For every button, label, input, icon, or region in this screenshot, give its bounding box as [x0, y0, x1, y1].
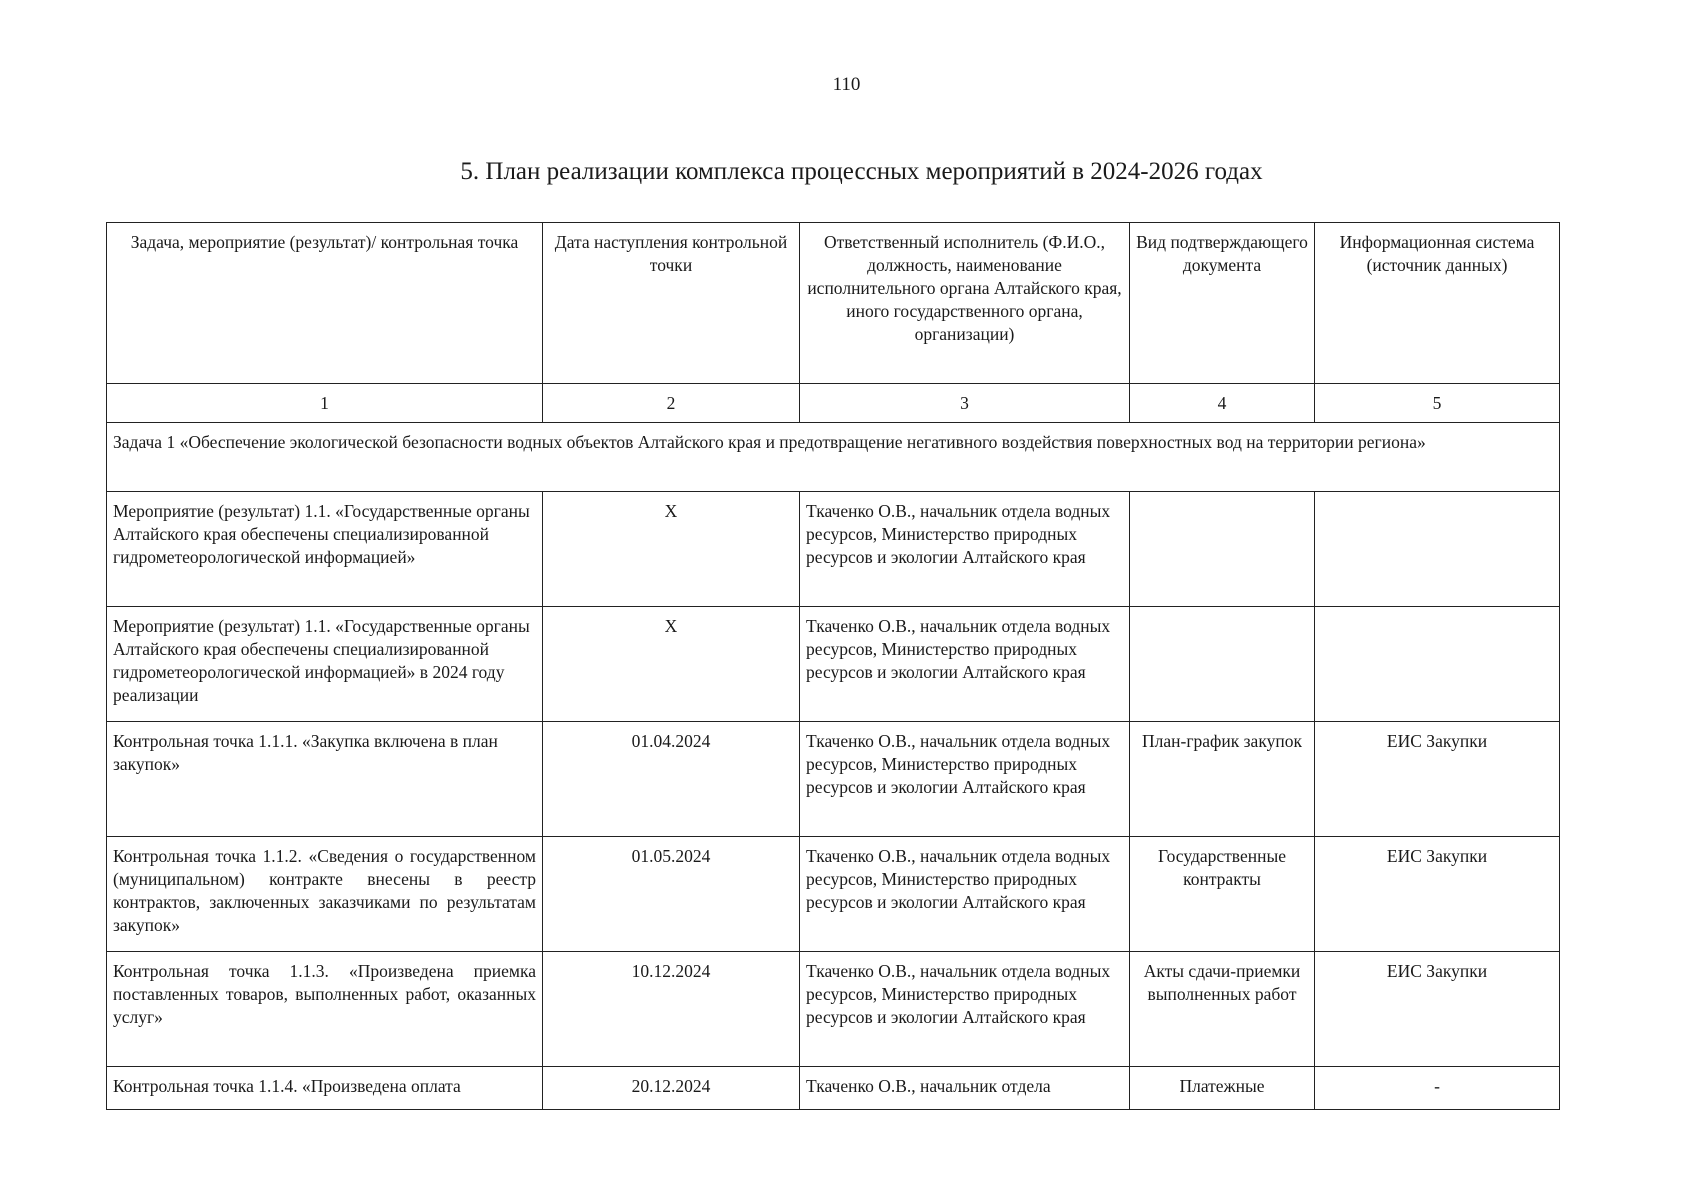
- header-document: Вид подтверждающего документа: [1130, 223, 1315, 384]
- row-date: 01.05.2024: [543, 837, 800, 952]
- column-number-row: [107, 384, 1560, 423]
- row-document: [1130, 492, 1315, 607]
- row-document: Акты сдачи-приемки выполненных работ: [1130, 952, 1315, 1067]
- row-name: Контрольная точка 1.1.2. «Сведения о государственном (муниципальном) контракте внесены в реестр контрактов, заключенных заказчиками по результатам закупок»: [107, 837, 543, 952]
- row-responsible: Ткаченко О.В., начальник отдела водных ресурсов, Министерство природных ресурсов и экологии Алтайского края: [800, 492, 1130, 607]
- row-responsible: Ткаченко О.В., начальник отдела водных ресурсов, Министерство природных ресурсов и экологии Алтайского края: [800, 952, 1130, 1067]
- header-system: Информационная система (источник данных): [1315, 223, 1560, 384]
- row-responsible: Ткаченко О.В., начальник отдела водных ресурсов, Министерство природных ресурсов и экологии Алтайского края: [800, 607, 1130, 722]
- row-name: Контрольная точка 1.1.1. «Закупка включена в план закупок»: [107, 722, 543, 837]
- row-system: ЕИС Закупки: [1315, 837, 1560, 952]
- row-system: ЕИС Закупки: [1315, 952, 1560, 1067]
- row-system: [1315, 607, 1560, 722]
- row-date: Х: [543, 607, 800, 722]
- header-responsible: Ответственный исполнитель (Ф.И.О., должность, наименование исполнительного органа Алтайского края, иного государственного органа, организации): [800, 223, 1130, 384]
- row-date: Х: [543, 492, 800, 607]
- column-number: 2: [543, 384, 800, 423]
- document-title: 5. План реализации комплекса процессных мероприятий в 2024-2026 годах: [460, 158, 1263, 185]
- row-document: Платежные: [1130, 1067, 1315, 1110]
- row-date: 20.12.2024: [543, 1067, 800, 1110]
- row-responsible: Ткаченко О.В., начальник отдела: [800, 1067, 1130, 1110]
- row-date: 01.04.2024: [543, 722, 800, 837]
- row-document: План-график закупок: [1130, 722, 1315, 837]
- row-name: Контрольная точка 1.1.3. «Произведена приемка поставленных товаров, выполненных работ, оказанных услуг»: [107, 952, 543, 1067]
- table-row: [107, 837, 1560, 952]
- row-system: [1315, 492, 1560, 607]
- row-name: Мероприятие (результат) 1.1. «Государственные органы Алтайского края обеспечены специализированной гидрометеорологической информацией» в 2024 году реализации: [107, 607, 543, 722]
- row-document: [1130, 607, 1315, 722]
- row-name: Контрольная точка 1.1.4. «Произведена оплата: [107, 1067, 543, 1110]
- row-document: Государственные контракты: [1130, 837, 1315, 952]
- table-row: [107, 952, 1560, 1067]
- task-row: [107, 423, 1560, 492]
- table-row: [107, 722, 1560, 837]
- plan-table: [106, 222, 1560, 1110]
- header-row: [107, 223, 1560, 384]
- column-number: 4: [1130, 384, 1315, 423]
- column-number: 5: [1315, 384, 1560, 423]
- column-number: 1: [107, 384, 543, 423]
- header-date: Дата наступления контрольной точки: [543, 223, 800, 384]
- row-system: -: [1315, 1067, 1560, 1110]
- page-number: 110: [832, 74, 861, 95]
- task-description: Задача 1 «Обеспечение экологической безопасности водных объектов Алтайского края и предотвращение негативного воздействия поверхностных вод на территории региона»: [107, 423, 1560, 492]
- row-responsible: Ткаченко О.В., начальник отдела водных ресурсов, Министерство природных ресурсов и экологии Алтайского края: [800, 722, 1130, 837]
- table-row: [107, 492, 1560, 607]
- column-number: 3: [800, 384, 1130, 423]
- table-row: [107, 607, 1560, 722]
- table-row: [107, 1067, 1560, 1110]
- row-system: ЕИС Закупки: [1315, 722, 1560, 837]
- header-task: Задача, мероприятие (результат)/ контрольная точка: [107, 223, 543, 384]
- row-responsible: Ткаченко О.В., начальник отдела водных ресурсов, Министерство природных ресурсов и экологии Алтайского края: [800, 837, 1130, 952]
- row-name: Мероприятие (результат) 1.1. «Государственные органы Алтайского края обеспечены специализированной гидрометеорологической информацией»: [107, 492, 543, 607]
- row-date: 10.12.2024: [543, 952, 800, 1067]
